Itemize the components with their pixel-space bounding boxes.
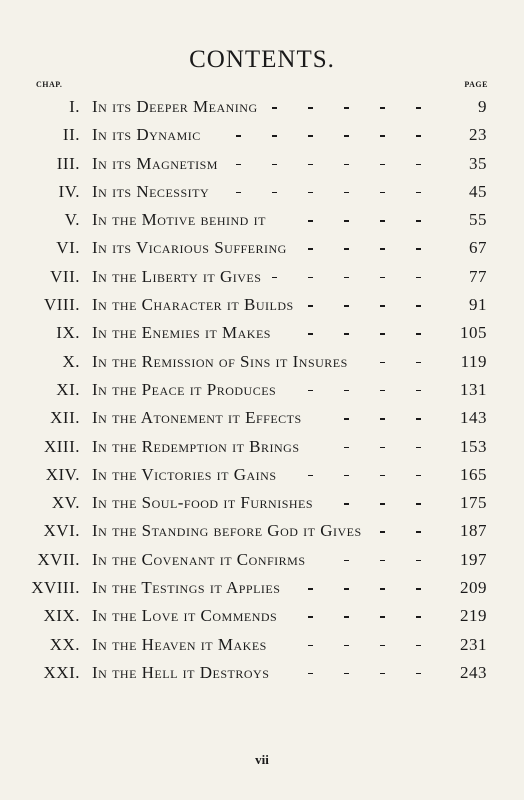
chapter-number: XIV.: [45, 464, 80, 484]
chapter-page: 67: [469, 238, 487, 258]
contents-entry: [0, 517, 524, 545]
leader-dash: [272, 164, 277, 166]
chapter-page: 175: [460, 493, 487, 513]
leader-dash: [380, 362, 385, 364]
chapter-page: 23: [469, 125, 487, 145]
chapter-title: In the Remission of Sins it Insures: [92, 351, 348, 371]
leader-dash: [344, 192, 349, 194]
contents-entry: [0, 461, 524, 489]
contents-entry: [0, 404, 524, 432]
chapter-title: In the Victories it Gains: [92, 464, 277, 484]
leader-dash: [416, 418, 421, 420]
contents-entry: [0, 93, 524, 121]
chapter-page: 243: [460, 662, 487, 682]
leader-dash: [416, 333, 421, 335]
contents-entry: [0, 150, 524, 178]
chapter-number: VII.: [50, 266, 80, 286]
chapter-page: 197: [460, 549, 487, 569]
chapter-page: 231: [460, 634, 487, 654]
leader-dash: [272, 277, 277, 279]
leader-dash: [416, 248, 421, 250]
chapter-number: VIII.: [43, 295, 80, 315]
chapter-title: In the Atonement it Effects: [92, 408, 302, 428]
leader-dash: [380, 277, 385, 279]
chapter-number: II.: [62, 125, 80, 145]
leader-dash: [308, 616, 313, 618]
page-column-header: PAGE: [464, 80, 488, 89]
chapter-number: III.: [56, 153, 80, 173]
chapter-number: V.: [64, 210, 80, 230]
leader-dash: [344, 645, 349, 647]
chapter-title: In its Necessity: [92, 181, 210, 201]
leader-dash: [344, 673, 349, 675]
chapter-number: I.: [69, 97, 80, 116]
leader-dash: [380, 107, 385, 109]
chapter-title: In its Vicarious Suffering: [92, 238, 287, 258]
leader-dash: [308, 248, 313, 250]
leader-dash: [380, 418, 385, 420]
contents-entry: [0, 631, 524, 659]
contents-list: [0, 93, 524, 687]
chapter-number: XXI.: [43, 662, 80, 682]
leader-dash: [380, 616, 385, 618]
leader-dash: [236, 192, 241, 194]
leader-dash: [416, 390, 421, 392]
leader-dash: [380, 673, 385, 675]
chapter-page: 105: [460, 323, 487, 343]
leader-dash: [380, 248, 385, 250]
contents-entry: [0, 574, 524, 602]
contents-entry: [0, 206, 524, 234]
leader-dash: [308, 673, 313, 675]
contents-entry: [0, 319, 524, 347]
chapter-page: 77: [469, 266, 487, 286]
leader-dash: [416, 616, 421, 618]
chapter-page: 219: [460, 606, 487, 626]
chapter-title: In the Liberty it Gives: [92, 266, 262, 286]
leader-dash: [308, 305, 313, 307]
chapter-title: In the Character it Builds: [92, 295, 294, 315]
chapter-number: XIX.: [43, 606, 80, 626]
leader-dash: [344, 588, 349, 590]
chapter-page: 91: [469, 295, 487, 315]
leader-dash: [416, 475, 421, 477]
leader-dash: [344, 333, 349, 335]
leader-dash: [308, 588, 313, 590]
leader-dash: [344, 447, 349, 449]
leader-dash: [416, 192, 421, 194]
chapter-page: 209: [460, 578, 487, 598]
contents-entry: [0, 376, 524, 404]
leader-dash: [416, 305, 421, 307]
leader-dash: [308, 333, 313, 335]
chapter-title: In the Peace it Produces: [92, 379, 277, 399]
chapter-title: In the Covenant it Confirms: [92, 549, 306, 569]
chapter-number: XVIII.: [31, 578, 80, 598]
chapter-title: In the Heaven it Makes: [92, 634, 267, 654]
leader-dash: [344, 164, 349, 166]
page-number: vii: [255, 752, 269, 767]
leader-dash: [272, 192, 277, 194]
leader-dash: [380, 390, 385, 392]
chapter-number: XV.: [51, 493, 80, 513]
chapter-number: XVI.: [43, 521, 80, 541]
chapter-number: VI.: [56, 238, 80, 258]
contents-entry: [0, 489, 524, 517]
leader-dash: [416, 362, 421, 364]
chapter-page: 119: [460, 351, 487, 371]
chapter-page: 35: [469, 153, 487, 173]
contents-entry: [0, 546, 524, 574]
leader-dash: [380, 447, 385, 449]
chapter-number: IX.: [56, 323, 80, 343]
contents-entry: [0, 178, 524, 206]
leader-dash: [344, 248, 349, 250]
leader-dash: [380, 560, 385, 562]
chapter-number: XX.: [49, 634, 80, 654]
chapter-number: IV.: [58, 181, 80, 201]
chapter-page: 131: [460, 379, 487, 399]
leader-dash: [416, 673, 421, 675]
page-title: CONTENTS.: [189, 46, 335, 73]
chapter-page: 55: [469, 210, 487, 230]
leader-dash: [344, 560, 349, 562]
contents-entry: [0, 659, 524, 687]
leader-dash: [344, 277, 349, 279]
leader-dash: [380, 192, 385, 194]
leader-dash: [416, 164, 421, 166]
leader-dash: [344, 305, 349, 307]
leader-dash: [416, 645, 421, 647]
leader-dash: [344, 107, 349, 109]
leader-dash: [416, 588, 421, 590]
leader-dash: [380, 503, 385, 505]
leader-dash: [344, 418, 349, 420]
chapter-title: In the Enemies it Makes: [92, 323, 271, 343]
leader-dash: [380, 135, 385, 137]
leader-dash: [236, 135, 241, 137]
leader-dash: [380, 588, 385, 590]
leader-dash: [416, 220, 421, 222]
contents-entry: [0, 348, 524, 376]
leader-dash: [344, 390, 349, 392]
contents-entry: [0, 602, 524, 630]
leader-dash: [308, 164, 313, 166]
leader-dash: [380, 333, 385, 335]
leader-dash: [272, 107, 277, 109]
chapter-page: 9: [478, 97, 487, 116]
leader-dash: [308, 645, 313, 647]
leader-dash: [308, 135, 313, 137]
chapter-title: In the Hell it Destroys: [92, 662, 270, 682]
leader-dash: [308, 220, 313, 222]
leader-dash: [344, 503, 349, 505]
contents-entry: [0, 263, 524, 291]
leader-dash: [236, 164, 241, 166]
leader-dash: [416, 560, 421, 562]
leader-dash: [416, 503, 421, 505]
contents-entry: [0, 433, 524, 461]
chapter-title: In its Dynamic: [92, 125, 201, 145]
leader-dash: [344, 220, 349, 222]
leader-dash: [380, 305, 385, 307]
leader-dash: [416, 107, 421, 109]
chapter-page: 165: [460, 464, 487, 484]
chapter-title: In the Love it Commends: [92, 606, 278, 626]
leader-dash: [416, 531, 421, 533]
chapter-title: In the Soul-food it Furnishes: [92, 493, 314, 513]
chapter-page: 187: [460, 521, 487, 541]
chapter-title: In the Redemption it Brings: [92, 436, 300, 456]
leader-dash: [308, 277, 313, 279]
leader-dash: [416, 135, 421, 137]
contents-entry: [0, 291, 524, 319]
contents-entry: [0, 121, 524, 149]
chapter-title: In the Testings it Applies: [92, 578, 281, 598]
leader-dash: [380, 645, 385, 647]
leader-dash: [344, 475, 349, 477]
leader-dash: [272, 135, 277, 137]
leader-dash: [344, 135, 349, 137]
leader-dash: [308, 107, 313, 109]
chapter-column-header: CHAP.: [36, 80, 63, 89]
leader-dash: [416, 277, 421, 279]
leader-dash: [344, 616, 349, 618]
leader-dash: [308, 390, 313, 392]
chapter-title: In its Deeper Meaning: [92, 97, 258, 116]
chapter-page: 143: [460, 408, 487, 428]
chapter-title: In its Magnetism: [92, 153, 218, 173]
chapter-number: X.: [62, 351, 80, 371]
leader-dash: [380, 220, 385, 222]
chapter-title: In the Standing before God it Gives: [92, 521, 362, 541]
leader-dash: [308, 475, 313, 477]
leader-dash: [380, 531, 385, 533]
leader-dash: [380, 164, 385, 166]
leader-dash: [380, 475, 385, 477]
chapter-page: 45: [469, 181, 487, 201]
chapter-number: XIII.: [43, 436, 80, 456]
contents-entry: [0, 234, 524, 262]
leader-dash: [308, 192, 313, 194]
chapter-number: XII.: [50, 408, 80, 428]
leader-dash: [416, 447, 421, 449]
chapter-number: XI.: [56, 379, 80, 399]
chapter-number: XVII.: [37, 549, 80, 569]
chapter-page: 153: [460, 436, 487, 456]
chapter-title: In the Motive behind it: [92, 210, 266, 230]
